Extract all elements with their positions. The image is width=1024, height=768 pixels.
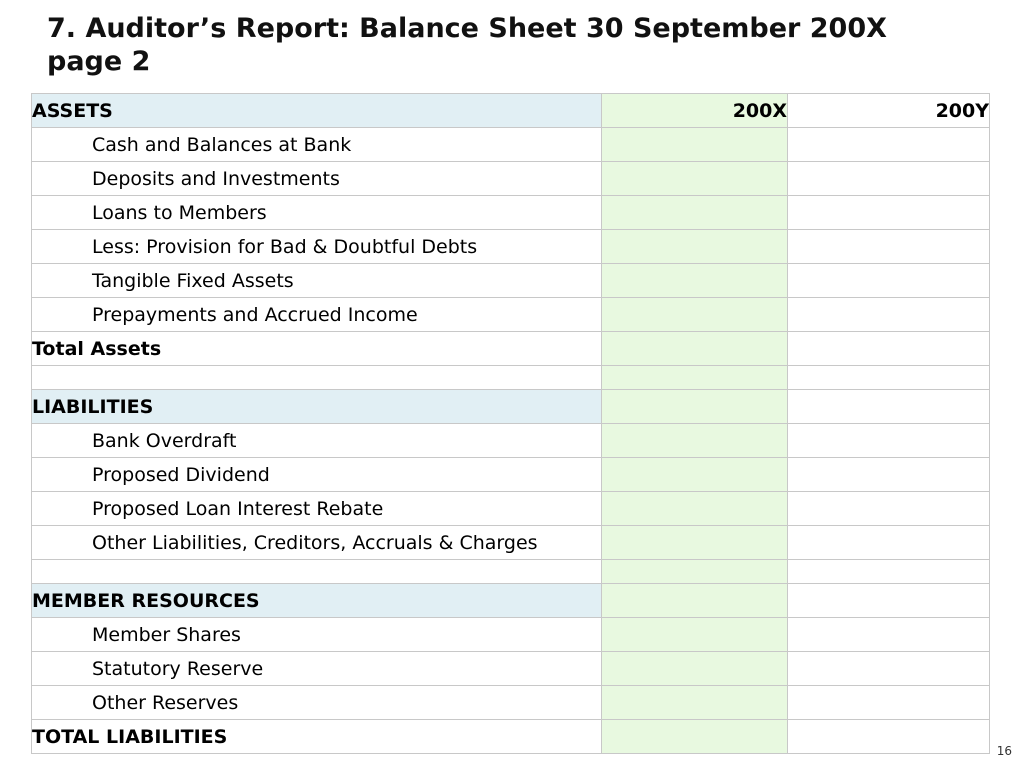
- row-label: Other Reserves: [32, 686, 602, 720]
- row-label: Proposed Loan Interest Rebate: [32, 492, 602, 526]
- cell-200x: [602, 424, 788, 458]
- cell-200y: [788, 526, 990, 560]
- cell-200y: [788, 652, 990, 686]
- cell-200x: [602, 686, 788, 720]
- member-resources-header-row: [32, 584, 990, 618]
- row-label: Bank Overdraft: [32, 424, 602, 458]
- cell-200y: [788, 686, 990, 720]
- cell-200x: [602, 264, 788, 298]
- cell-200y: [788, 618, 990, 652]
- total-liabilities-row: [32, 720, 990, 754]
- spacer-row: [32, 366, 990, 390]
- spacer-cell: [32, 560, 602, 584]
- table-row: [32, 652, 990, 686]
- total-assets-label: Total Assets: [32, 332, 602, 366]
- cell-200x: [602, 492, 788, 526]
- row-label: Prepayments and Accrued Income: [32, 298, 602, 332]
- cell-200x: [602, 618, 788, 652]
- row-label: Less: Provision for Bad & Doubtful Debts: [32, 230, 602, 264]
- row-label: Deposits and Investments: [32, 162, 602, 196]
- table-row: [32, 298, 990, 332]
- total-liabilities-label: TOTAL LIABILITIES: [32, 720, 602, 754]
- cell-200x: [602, 230, 788, 264]
- total-assets-row: [32, 332, 990, 366]
- table-header-row: [32, 94, 990, 128]
- cell-200y: [788, 424, 990, 458]
- row-label: Proposed Dividend: [32, 458, 602, 492]
- row-label: Loans to Members: [32, 196, 602, 230]
- spacer-cell: [32, 366, 602, 390]
- row-label: Member Shares: [32, 618, 602, 652]
- row-label: Cash and Balances at Bank: [32, 128, 602, 162]
- cell-200y: [788, 720, 990, 754]
- table-row: [32, 686, 990, 720]
- table-row: [32, 458, 990, 492]
- cell-200x: [602, 162, 788, 196]
- table-row: [32, 128, 990, 162]
- cell-200y: [788, 128, 990, 162]
- cell-200x: [602, 720, 788, 754]
- member-resources-header: MEMBER RESOURCES: [32, 584, 602, 618]
- cell-200y: [788, 298, 990, 332]
- cell-200x: [602, 298, 788, 332]
- cell-200x: [602, 196, 788, 230]
- cell-200x: [602, 366, 788, 390]
- row-label: Statutory Reserve: [32, 652, 602, 686]
- assets-header: ASSETS: [32, 94, 602, 128]
- table-row: [32, 618, 990, 652]
- column-header-200y: 200Y: [788, 94, 990, 128]
- cell-200x: [602, 584, 788, 618]
- cell-200y: [788, 230, 990, 264]
- table-row: [32, 230, 990, 264]
- cell-200y: [788, 492, 990, 526]
- cell-200y: [788, 264, 990, 298]
- liabilities-header-row: [32, 390, 990, 424]
- table-row: [32, 526, 990, 560]
- cell-200y: [788, 584, 990, 618]
- balance-sheet-table: [31, 93, 990, 754]
- row-label: Other Liabilities, Creditors, Accruals & Charges: [32, 526, 602, 560]
- cell-200y: [788, 560, 990, 584]
- title-line-2: page 2: [47, 46, 151, 77]
- cell-200x: [602, 458, 788, 492]
- table-row: [32, 196, 990, 230]
- cell-200y: [788, 332, 990, 366]
- cell-200y: [788, 390, 990, 424]
- liabilities-header: LIABILITIES: [32, 390, 602, 424]
- table-row: [32, 264, 990, 298]
- table-row: [32, 424, 990, 458]
- cell-200x: [602, 526, 788, 560]
- cell-200y: [788, 458, 990, 492]
- row-label: Tangible Fixed Assets: [32, 264, 602, 298]
- cell-200x: [602, 128, 788, 162]
- cell-200y: [788, 366, 990, 390]
- cell-200y: [788, 162, 990, 196]
- page-number: 16: [996, 744, 1012, 758]
- table-row: [32, 162, 990, 196]
- cell-200y: [788, 196, 990, 230]
- title-line-1: 7. Auditor’s Report: Balance Sheet 30 September 200X: [47, 13, 887, 44]
- column-header-200x: 200X: [602, 94, 788, 128]
- cell-200x: [602, 560, 788, 584]
- slide-title: [47, 12, 987, 78]
- cell-200x: [602, 652, 788, 686]
- spacer-row: [32, 560, 990, 584]
- cell-200x: [602, 332, 788, 366]
- table-row: [32, 492, 990, 526]
- cell-200x: [602, 390, 788, 424]
